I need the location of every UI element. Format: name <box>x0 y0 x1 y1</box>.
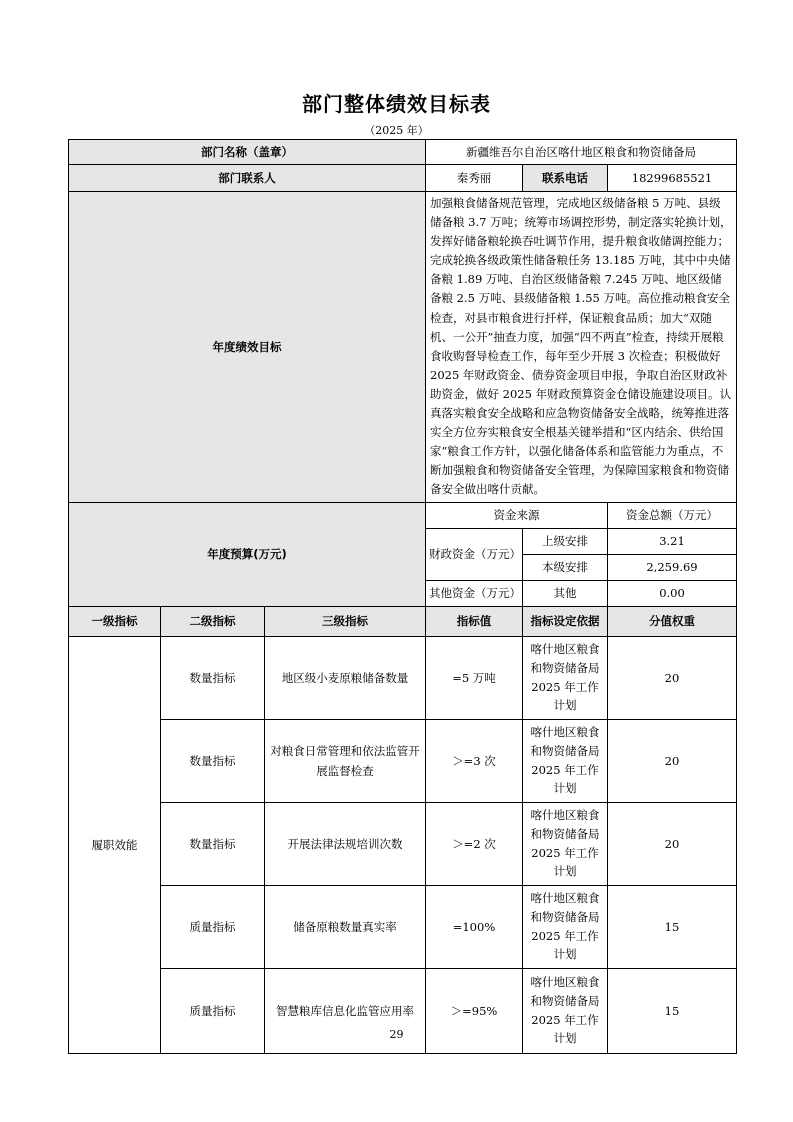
level2-header: 二级指标 <box>161 606 265 636</box>
weight-header: 分值权重 <box>608 606 737 636</box>
value-cell: =5 万吨 <box>426 636 523 719</box>
budget-source-header: 资金来源 <box>426 502 608 528</box>
weight-cell: 20 <box>608 802 737 885</box>
basis-cell: 喀什地区粮食和物资储备局 2025 年工作计划 <box>523 885 608 968</box>
department-name-value: 新疆维吾尔自治区喀什地区粮食和物资储备局 <box>426 140 737 165</box>
level3-cell: 智慧粮库信息化监管应用率 <box>265 968 426 1053</box>
value-cell: =100% <box>426 885 523 968</box>
phone-value: 18299685521 <box>608 165 737 192</box>
level2-cell: 数量指标 <box>161 719 265 802</box>
department-contact-row <box>69 165 737 192</box>
level3-cell: 对粮食日常管理和依法监管开展监督检查 <box>265 719 426 802</box>
department-name-row <box>69 140 737 165</box>
value-cell: ＞=2 次 <box>426 802 523 885</box>
level2-cell: 数量指标 <box>161 802 265 885</box>
annual-goal-text: 加强粮食储备规范管理，完成地区级储备粮 5 万吨、县级储备粮 3.7 万吨；统筹市场调控形势，制定落实轮换计划，发挥好储备粮轮换吞吐调节作用，提升粮食收储调控能力；完成轮换各级政策性储备粮任务 13.185 万吨，其中中央储备粮 1.89 万吨、自治区级储备粮 7.245 万吨、地区级储备粮 2.5 万吨、县级储备粮 1.55 万吨。高位推动粮食安全检查，对县市粮食进行扦样，保证粮食品质；加大“双随机、一公开”抽查力度，加强“四不两直”检查，持续开展粮食收购督导检查工作，每年至少开展 3 次检查；积极做好 2025 年财政资金、债券资金项目申报，争取自治区财政补助资金，做好 2025 年财政预算资金仓储设施建设项目。认真落实粮食安全战略和应急物资储备安全战略，统筹推进落实全方位夯实粮食安全根基关键举措和“区内结余、供给国家”粮食工作方针，以强化储备体系和监管能力为重点，不断加强粮食和物资储备安全管理，为保障国家粮食和物资储备安全做出喀什贡献。 <box>426 192 737 503</box>
other-funds-label: 其他资金（万元） <box>426 580 523 606</box>
level2-cell: 质量指标 <box>161 968 265 1053</box>
page-number: 29 <box>389 1028 404 1041</box>
other-sub-label: 其他 <box>523 580 608 606</box>
contact-value: 秦秀丽 <box>426 165 523 192</box>
fiscal-funds-label: 财政资金（万元） <box>426 528 523 580</box>
value-cell: ＞=95% <box>426 968 523 1053</box>
indicator-header-row <box>69 606 737 636</box>
local-arrangement-label: 本级安排 <box>523 554 608 580</box>
budget-label: 年度预算(万元) <box>69 502 426 606</box>
level3-cell: 储备原粮数量真实率 <box>265 885 426 968</box>
basis-cell: 喀什地区粮食和物资储备局 2025 年工作计划 <box>523 968 608 1053</box>
value-header: 指标值 <box>426 606 523 636</box>
annual-goal-label: 年度绩效目标 <box>69 192 426 503</box>
level3-header: 三级指标 <box>265 606 426 636</box>
level1-group: 履职效能 <box>69 636 161 1053</box>
other-funds-value: 0.00 <box>608 580 737 606</box>
basis-header: 指标设定依据 <box>523 606 608 636</box>
page-title: 部门整体绩效目标表 <box>302 92 491 116</box>
level3-cell: 地区级小麦原粮储备数量 <box>265 636 426 719</box>
annual-goal-row <box>69 192 737 503</box>
department-name-label: 部门名称（盖章） <box>69 140 426 165</box>
weight-cell: 15 <box>608 885 737 968</box>
weight-cell: 20 <box>608 719 737 802</box>
level1-header: 一级指标 <box>69 606 161 636</box>
upper-arrangement-value: 3.21 <box>608 528 737 554</box>
contact-label: 部门联系人 <box>69 165 426 192</box>
level3-cell: 开展法律法规培训次数 <box>265 802 426 885</box>
table-row <box>69 636 737 719</box>
value-cell: ＞=3 次 <box>426 719 523 802</box>
basis-cell: 喀什地区粮食和物资储备局 2025 年工作计划 <box>523 636 608 719</box>
year-label: （2025 年） <box>364 124 429 137</box>
basis-cell: 喀什地区粮食和物资储备局 2025 年工作计划 <box>523 719 608 802</box>
budget-total-header: 资金总额（万元） <box>608 502 737 528</box>
weight-cell: 15 <box>608 968 737 1053</box>
level2-cell: 质量指标 <box>161 885 265 968</box>
table-row <box>69 719 737 802</box>
table-row <box>69 885 737 968</box>
local-arrangement-value: 2,259.69 <box>608 554 737 580</box>
level2-cell: 数量指标 <box>161 636 265 719</box>
table-row <box>69 802 737 885</box>
performance-table <box>68 139 737 1054</box>
upper-arrangement-label: 上级安排 <box>523 528 608 554</box>
weight-cell: 20 <box>608 636 737 719</box>
budget-header-row <box>69 502 737 528</box>
basis-cell: 喀什地区粮食和物资储备局 2025 年工作计划 <box>523 802 608 885</box>
phone-label: 联系电话 <box>523 165 608 192</box>
